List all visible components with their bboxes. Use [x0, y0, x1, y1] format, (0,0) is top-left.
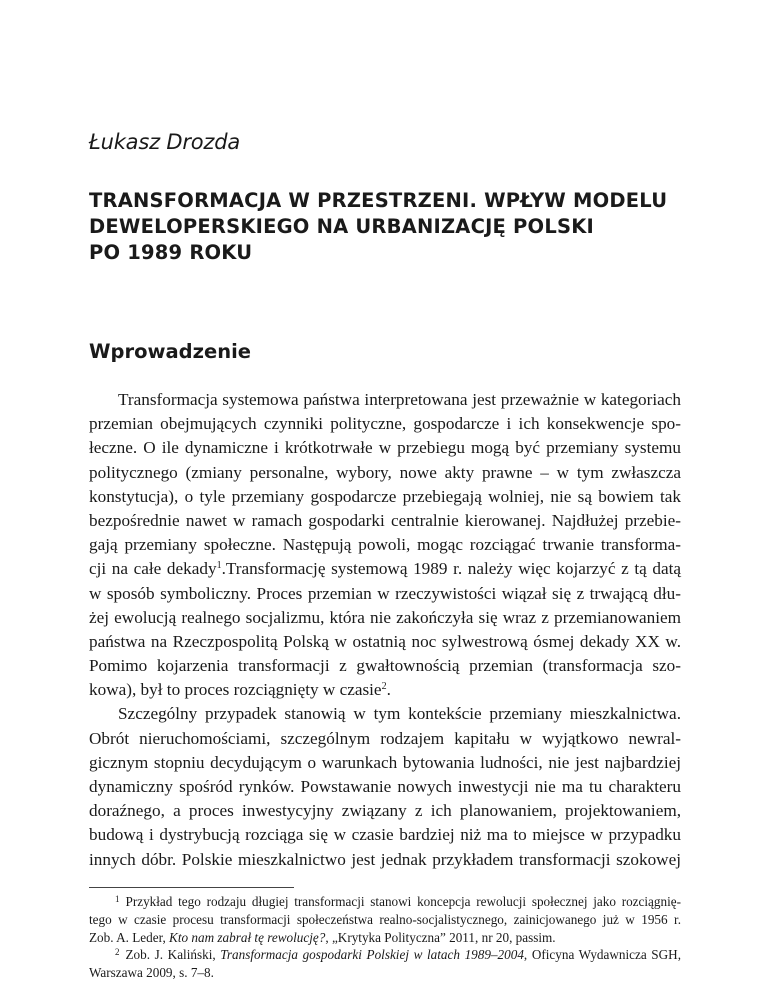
- footnote-text: Zob. J. Kaliński,: [125, 947, 221, 963]
- title-line: TRANSFORMACJA W PRZESTRZENI. WPŁYW MODELU: [89, 189, 668, 212]
- body-line: dynamiczny spośród rynków. Powstawanie nowych inwestycji nie ma tu charakteru: [89, 777, 681, 796]
- footnote-ref-1[interactable]: 1: [216, 560, 222, 572]
- body-line: Obrót nieruchomościami, szczególnym rodzajem kapitału w wyjątkowo newral-: [89, 728, 681, 748]
- body-line: doraźnego, a proces inwestycyjny związany z ich planowaniem, projektowaniem,: [89, 801, 681, 821]
- body-line: konstytucja), o tyle przemiany gospodarcze przebiegają wolniej, nie są bowiem tak: [89, 486, 681, 506]
- body-segment: cji na całe dekady: [89, 559, 217, 579]
- body-line: państwa na Rzeczpospolitą Polską w ostatnią noc sylwestrową ósmej dekady XX w.: [89, 631, 681, 651]
- footnote-divider: [89, 887, 294, 888]
- body-segment: kowa), był to proces rozciągnięty w czasie: [89, 680, 382, 700]
- body-segment: .Transformację systemową 1989 r. należy więc kojarzyć z tą datą: [221, 559, 681, 579]
- footnote-cited-title: Transformacja gospodarki Polskiej w latach 1989–2004: [220, 947, 524, 963]
- footnote-text: , „Krytyka Polityczna” 2011, nr 20, passim.: [325, 929, 556, 945]
- body-line: w sposób symboliczny. Proces przemian w rzeczywistości wiązał się z trwającą dłu-: [89, 583, 681, 603]
- body-line: innych dóbr. Polskie mieszkalnictwo jest jednak przykładem transformacji szokowej: [89, 849, 681, 869]
- footnote-text: Zob. A. Leder,: [89, 929, 170, 945]
- footnote-number: 1: [115, 894, 120, 904]
- footnote-text: , Oficyna Wydawnicza SGH,: [523, 947, 681, 963]
- footnote-line: Warszawa 2009, s. 7–8.: [89, 965, 214, 981]
- body-line: żej ewolucją realnego socjalizmu, która nie zakończyła się wraz z przemianowaniem: [89, 607, 681, 627]
- body-line: [89, 678, 681, 702]
- body-line: gają przemiany społeczne. Następują powoli, mogąc rozciągać trwanie transforma-: [89, 535, 681, 555]
- body-line: [89, 557, 681, 581]
- footnote-ref-2[interactable]: 2: [381, 681, 387, 693]
- body-line: gicznym stopniu decydującym o warunkach bytowania ludności, nie jest najbardziej: [89, 752, 681, 772]
- body-segment: .: [386, 680, 391, 700]
- body-line: bezpośrednie nawet w ramach gospodarki centralnie kierowanej. Najdłużej przebie-: [89, 510, 681, 530]
- article-title: [89, 188, 689, 266]
- title-line: PO 1989 ROKU: [89, 241, 253, 264]
- footnote-line: [89, 946, 681, 964]
- author-name: Łukasz Drozda: [89, 130, 241, 154]
- body-line: politycznego (zmiany personalne, wybory, nowe akty prawne – w tym zwłaszcza: [89, 462, 681, 482]
- body-line: Pomimo kojarzenia transformacji z gwałtownością przemian (transformacja szo-: [89, 656, 681, 676]
- title-line: DEWELOPERSKIEGO NA URBANIZACJĘ POLSKI: [89, 215, 594, 238]
- body-line: budową i dystrybucją rozciąga się w czasie bardziej niż ma to miejsce w przypadku: [89, 825, 681, 845]
- footnote-line: [89, 929, 681, 947]
- footnote-cited-title: Kto nam zabrał tę rewolucję?: [169, 929, 326, 945]
- footnotes: [89, 893, 681, 982]
- footnote-line: tego w czasie procesu transformacji społeczeństwa realno-socjalistycznego, zainicjowanego już w 1956 r.: [89, 911, 681, 927]
- section-heading: Wprowadzenie: [89, 340, 251, 363]
- body-line: Transformacja systemowa państwa interpretowana jest przeważnie w kategoriach: [118, 390, 681, 409]
- footnote-line: [89, 893, 681, 911]
- body-line: Szczególny przypadek stanowią w tym kontekście przemiany mieszkalnictwa.: [118, 704, 681, 724]
- body-text: [89, 388, 681, 872]
- footnote-text: Przykład tego rodzaju długiej transformacji stanowi koncepcja rewolucji społecznej jako rozciągnię-: [125, 894, 681, 909]
- footnote-number: 2: [115, 947, 120, 958]
- body-line: przemian obejmujących czynniki polityczne, gospodarcze i ich konsekwencje spo-: [89, 414, 681, 434]
- body-line: łeczne. O ile dynamiczne i krótkotrwałe w przebiegu mogą być przemiany systemu: [89, 438, 681, 458]
